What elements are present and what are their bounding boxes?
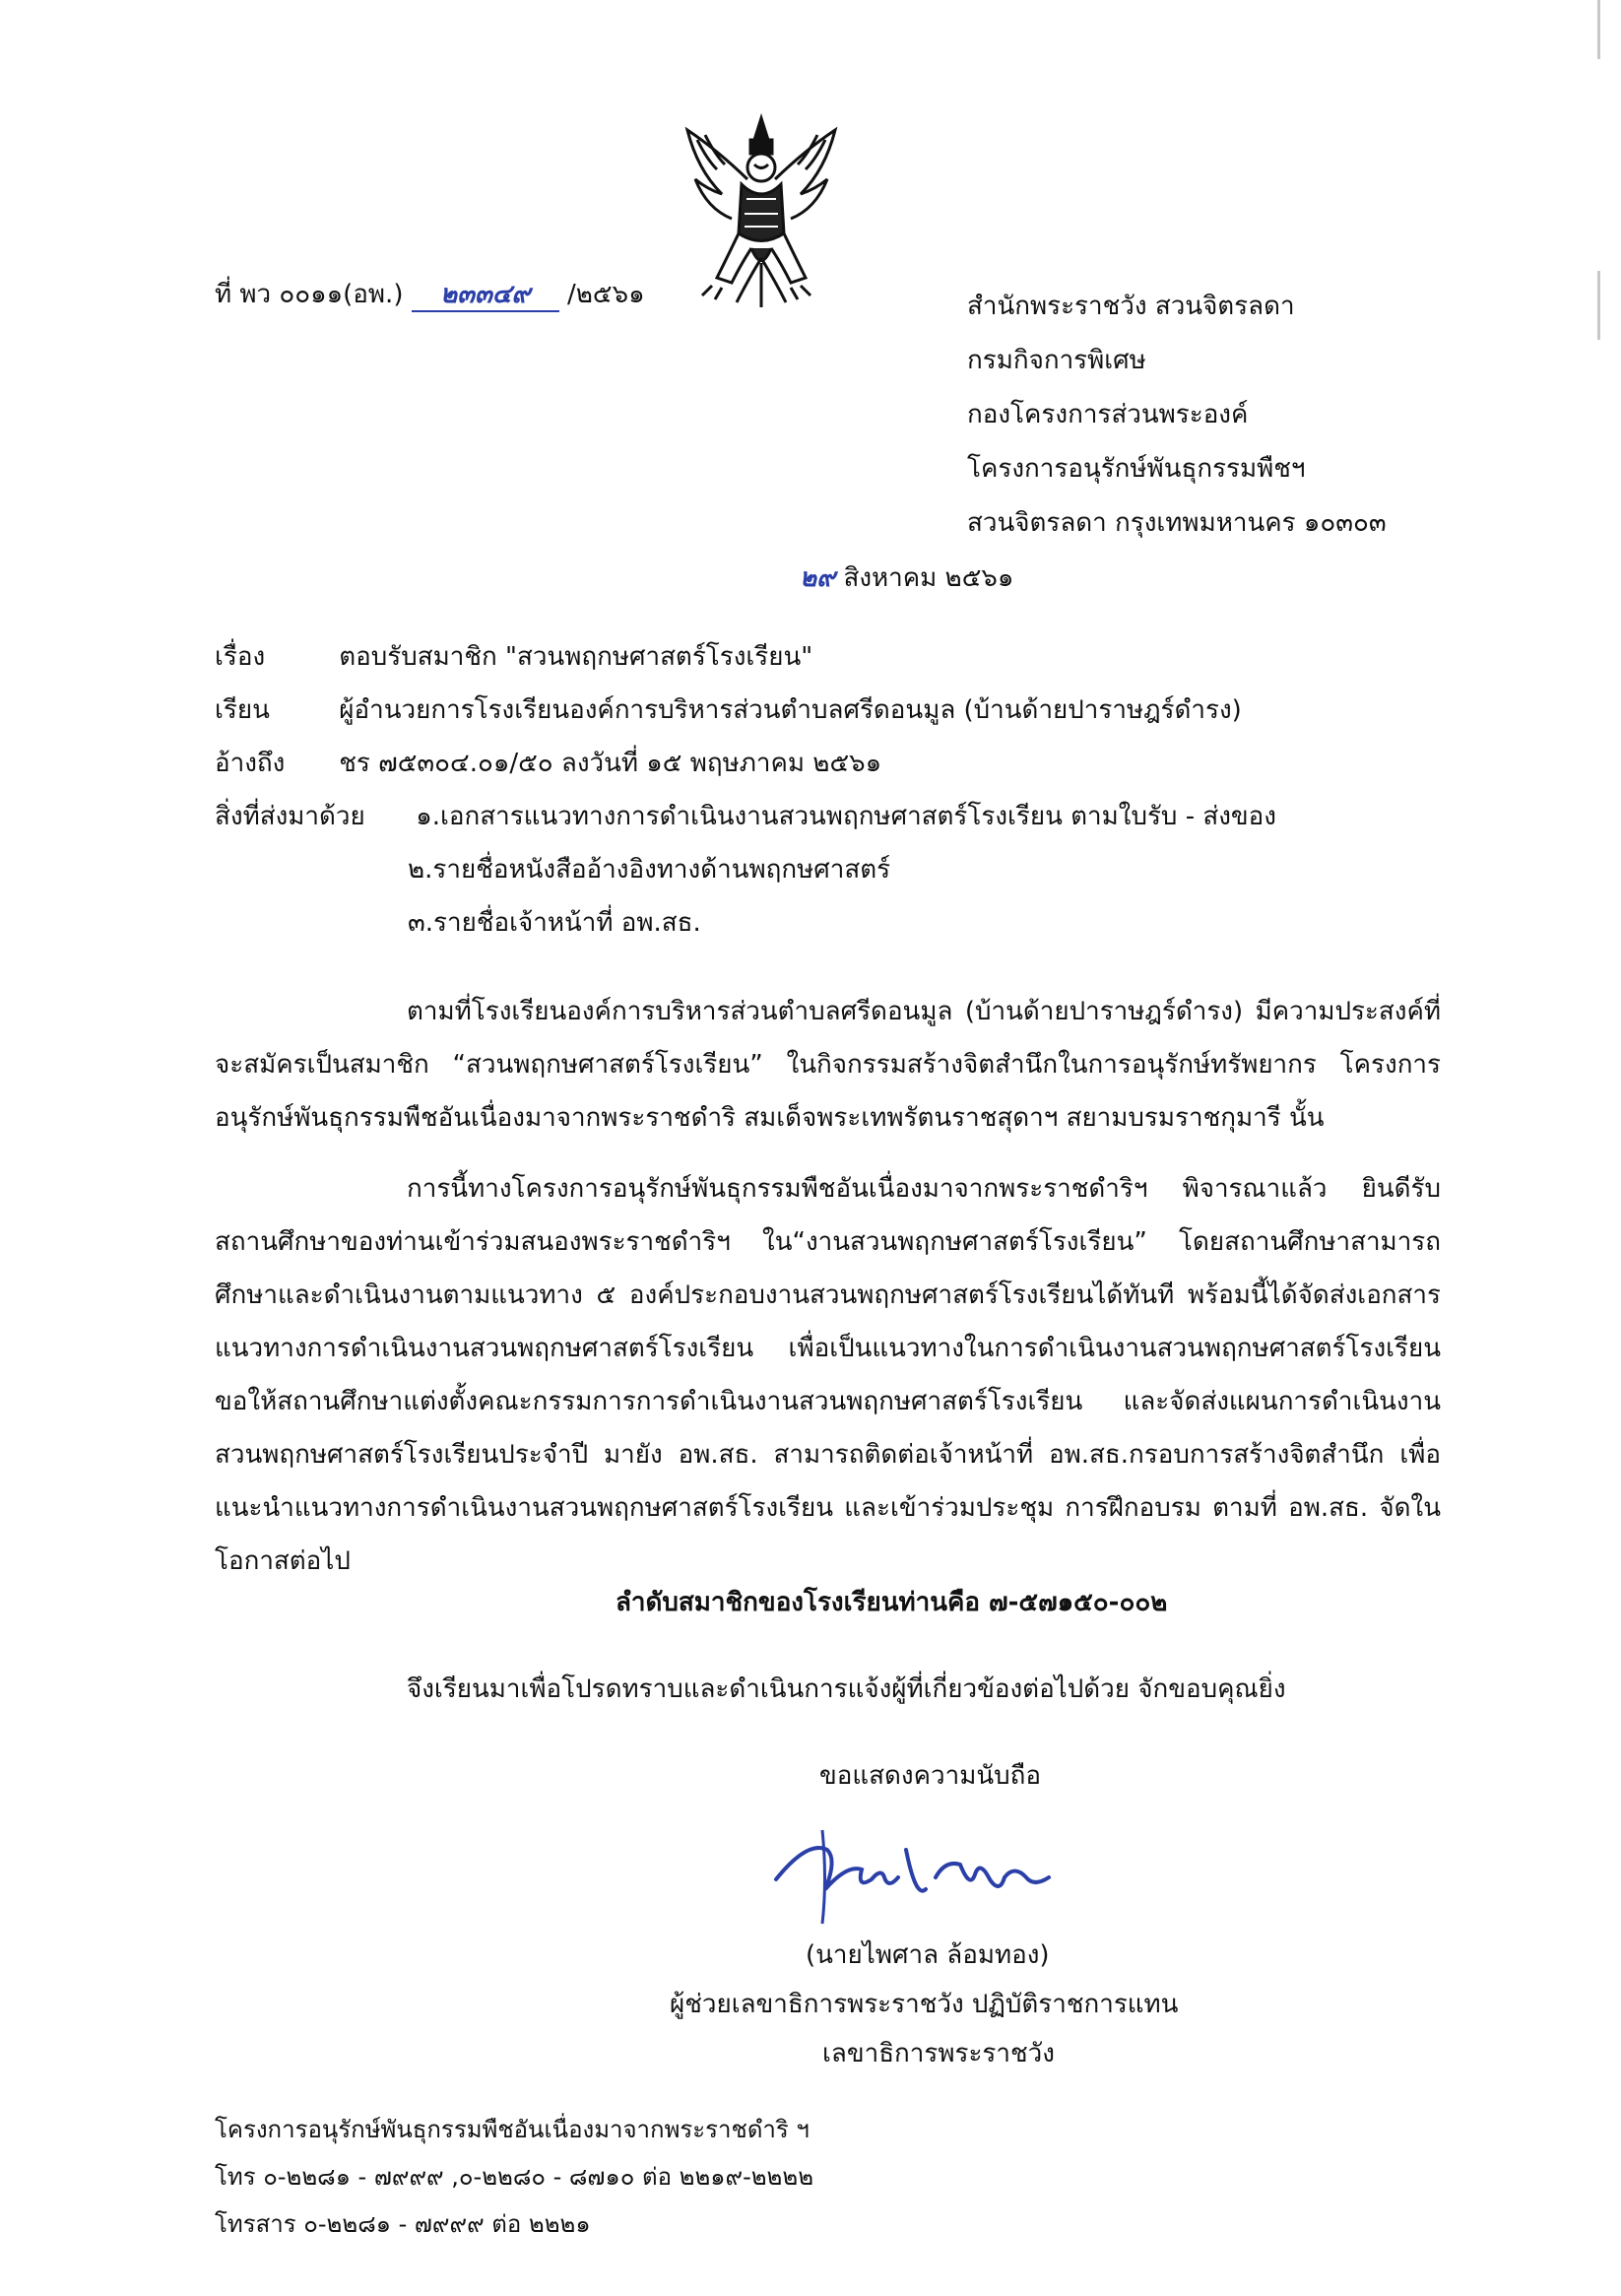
closing-salutation: ขอแสดงความนับถือ [819, 1761, 1041, 1791]
ref-prefix: ที่ พว ๐๐๑๑(อพ.) [215, 280, 404, 309]
closing-request: จึงเรียนมาเพื่อโปรดทราบและดำเนินการแจ้งผู้ที่เกี่ยวข้องต่อไปด้วย จักขอบคุณยิ่ง [407, 1674, 1286, 1704]
body-paragraph-2 [215, 1162, 1441, 1588]
signature-icon [768, 1820, 1073, 1929]
signer-name: (นายไพศาล ล้อมทอง) [806, 1940, 1050, 1970]
reference-row [215, 749, 881, 779]
reference-label: อ้างถึง [215, 749, 286, 778]
sender-line: สำนักพระราชวัง สวนจิตรลดา [967, 292, 1295, 321]
footer-fax: โทรสาร ๐-๒๒๘๑ - ๗๙๙๙ ต่อ ๒๒๒๑ [215, 2210, 591, 2238]
enclosure-label: สิ่งที่ส่งมาด้วย [215, 802, 365, 831]
footer-org: โครงการอนุรักษ์พันธุกรรมพืชอันเนื่องมาจากพระราชดำริ ฯ [215, 2116, 810, 2143]
page-edge-mark [1597, 271, 1600, 340]
enclosure-item: ๑.เอกสารแนวทางการดำเนินงานสวนพฤกษศาสตร์โรงเรียน ตามใบรับ - ส่งของ [416, 802, 1276, 831]
body-paragraph-1 [215, 985, 1441, 1145]
signer-title: ผู้ช่วยเลขาธิการพระราชวัง ปฏิบัติราชการแทน [670, 1990, 1179, 2019]
addressee-label: เรียน [215, 695, 270, 725]
subject-label: เรื่อง [215, 642, 266, 672]
page-edge-mark [1597, 0, 1600, 59]
member-number: ลำดับสมาชิกของโรงเรียนท่านคือ ๗-๕๗๑๕๐-๐๐๒ [616, 1588, 1168, 1617]
footer-phone: โทร ๐-๒๒๘๑ - ๗๙๙๙ ,๐-๒๒๘๐ - ๘๗๑๐ ต่อ ๒๒๑๙-๒๒๒๒ [215, 2163, 814, 2191]
reference-text: ชร ๗๕๓๐๔.๐๑/๕๐ ลงวันที่ ๑๕ พฤษภาคม ๒๕๖๑ [339, 749, 882, 778]
enclosure-item: ๒.รายชื่อหนังสืออ้างอิงทางด้านพฤกษศาสตร์ [408, 855, 891, 885]
enclosure-row [215, 802, 1276, 832]
subject-row [215, 642, 812, 673]
sender-address [967, 280, 1387, 551]
paragraph-text: ตามที่โรงเรียนองค์การบริหารส่วนตำบลศรีดอนมูล (บ้านด้ายปาราษฎร์ดำรง) มีความประสงค์ที่จะสมัครเป็นสมาชิก “สวนพฤกษศาสตร์โรงเรียน” ในกิจกรรมสร้างจิตสำนึกในการอนุรักษ์ทรัพยากร โครงการอนุรักษ์พันธุกรรมพืชอันเนื่องมาจากพระราชดำริ สมเด็จพระเทพรัตนราชสุดาฯ สยามบรมราชกุมารี นั้น [215, 997, 1441, 1133]
garuda-emblem-icon [678, 110, 845, 317]
subject-text: ตอบรับสมาชิก "สวนพฤกษศาสตร์โรงเรียน" [339, 642, 813, 672]
letter-date [800, 563, 1013, 594]
paragraph-text: การนี้ทางโครงการอนุรักษ์พันธุกรรมพืชอันเนื่องมาจากพระราชดำริฯ พิจารณาแล้ว ยินดีรับสถานศึกษาของท่านเข้าร่วมสนองพระราชดำริฯ ใน“งานสวนพฤกษศาสตร์โรงเรียน” โดยสถานศึกษาสามารถศึกษาและดำเนินงานตามแนวทาง ๕ องค์ประกอบงานสวนพฤกษศาสตร์โรงเรียนได้ทันที พร้อมนี้ได้จัดส่งเอกสารแนวทางการดำเนินงานสวนพฤกษศาสตร์โรงเรียน เพื่อเป็นแนวทางในการดำเนินงานสวนพฤกษศาสตร์โรงเรียน ขอให้สถานศึกษาแต่งตั้งคณะกรรมการการดำเนินงานสวนพฤกษศาสตร์โรงเรียน และจัดส่งแผนการดำเนินงานสวนพฤกษศาสตร์โรงเรียนประจำปี มายัง อพ.สธ. สามารถติดต่อเจ้าหน้าที่ อพ.สธ.กรอบการสร้างจิตสำนึก เพื่อแนะนำแนวทางการดำเนินงานสวนพฤกษศาสตร์โรงเรียน และเข้าร่วมประชุม การฝึกอบรม ตามที่ อพ.สธ. จัดในโอกาสต่อไป [215, 1174, 1441, 1576]
enclosure-item: ๓.รายชื่อเจ้าหน้าที่ อพ.สธ. [408, 908, 701, 938]
addressee-row [215, 695, 1242, 726]
ref-suffix: /๒๕๖๑ [567, 280, 645, 309]
sender-line: โครงการอนุรักษ์พันธุกรรมพืชฯ [967, 454, 1306, 484]
date-text: สิงหาคม ๒๕๖๑ [843, 563, 1014, 593]
date-handwritten: ๒๙ [800, 563, 836, 593]
ref-handwritten: ๒๓๓๔๙ [412, 280, 559, 312]
signer-title: เลขาธิการพระราชวัง [822, 2039, 1055, 2068]
sender-line: กรมกิจการพิเศษ [967, 346, 1146, 375]
sender-line: สวนจิตรลดา กรุงเทพมหานคร ๑๐๓๐๓ [967, 508, 1387, 538]
sender-line: กองโครงการส่วนพระองค์ [967, 400, 1249, 429]
reference-number [215, 280, 645, 312]
addressee-text: ผู้อำนวยการโรงเรียนองค์การบริหารส่วนตำบลศรีดอนมูล (บ้านด้ายปาราษฎร์ดำรง) [339, 695, 1242, 725]
